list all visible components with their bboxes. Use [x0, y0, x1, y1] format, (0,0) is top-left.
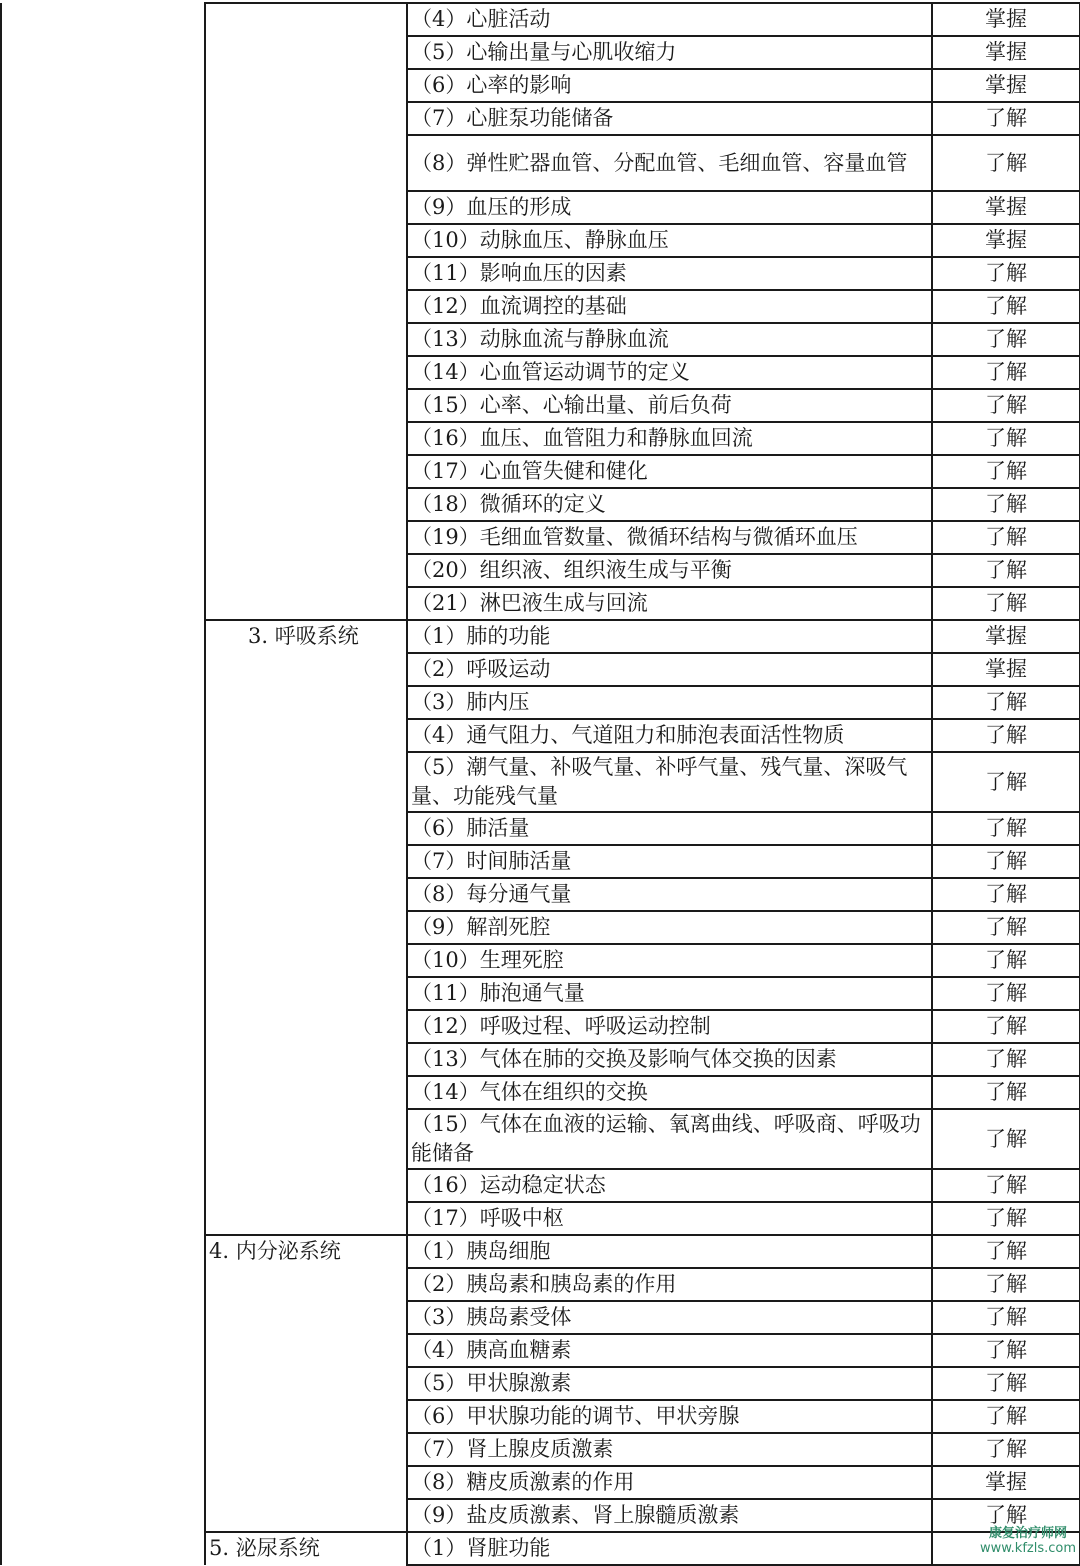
topic-cell: （8）糖皮质激素的作用	[407, 1466, 932, 1499]
topic-cell: （11）影响血压的因素	[407, 257, 932, 290]
topic-cell: （19）毛细血管数量、微循环结构与微循环血压	[407, 521, 932, 554]
requirement-level-cell: 了解	[932, 1400, 1080, 1433]
topic-cell: （16）血压、血管阻力和静脉血回流	[407, 422, 932, 455]
requirement-level-cell: 了解	[932, 1109, 1080, 1169]
topic-cell: （1）胰岛细胞	[407, 1235, 932, 1268]
left-margin-column	[1, 3, 205, 1565]
topic-cell: （14）气体在组织的交换	[407, 1076, 932, 1109]
topic-cell: （16）运动稳定状态	[407, 1169, 932, 1202]
requirement-level-cell: 了解	[932, 1010, 1080, 1043]
requirement-level-cell: 了解	[932, 135, 1080, 191]
requirement-level-cell: 了解	[932, 1235, 1080, 1268]
requirement-level-cell: 掌握	[932, 36, 1080, 69]
requirement-level-cell: 了解	[932, 812, 1080, 845]
requirement-level-cell: 了解	[932, 944, 1080, 977]
requirement-level-cell: 了解	[932, 878, 1080, 911]
watermark-name: 康复治疗师网	[988, 1526, 1067, 1541]
topic-cell: （3）肺内压	[407, 686, 932, 719]
category-cell	[205, 3, 407, 620]
topic-cell: （9）解剖死腔	[407, 911, 932, 944]
topic-cell: （9）血压的形成	[407, 191, 932, 224]
requirement-level-cell: 了解	[932, 102, 1080, 135]
topic-cell: （13）气体在肺的交换及影响气体交换的因素	[407, 1043, 932, 1076]
topic-cell: （6）甲状腺功能的调节、甲状旁腺	[407, 1400, 932, 1433]
topic-cell: （7）时间肺活量	[407, 845, 932, 878]
requirement-level-cell: 了解	[932, 1433, 1080, 1466]
requirement-level-cell: 掌握	[932, 191, 1080, 224]
topic-cell: （1）肾脏功能	[407, 1532, 932, 1565]
topic-cell: （14）心血管运动调节的定义	[407, 356, 932, 389]
site-watermark	[980, 1526, 1076, 1556]
topic-cell: （4）通气阻力、气道阻力和肺泡表面活性物质	[407, 719, 932, 752]
requirement-level-cell: 了解	[932, 554, 1080, 587]
requirement-level-cell: 了解	[932, 1076, 1080, 1109]
topic-cell: （6）肺活量	[407, 812, 932, 845]
requirement-level-cell: 了解	[932, 1043, 1080, 1076]
topic-cell: （8）每分通气量	[407, 878, 932, 911]
topic-cell: （5）甲状腺激素	[407, 1367, 932, 1400]
requirement-level-cell: 了解	[932, 1169, 1080, 1202]
category-label: 5. 泌尿系统	[209, 1536, 320, 1560]
requirement-level-cell: 了解	[932, 911, 1080, 944]
category-cell	[205, 1532, 407, 1565]
requirement-level-cell: 了解	[932, 1367, 1080, 1400]
requirement-level-cell: 了解	[932, 686, 1080, 719]
requirement-level-cell: 了解	[932, 389, 1080, 422]
topic-cell: （11）肺泡通气量	[407, 977, 932, 1010]
topic-cell: （12）呼吸过程、呼吸运动控制	[407, 1010, 932, 1043]
requirement-level-cell: 了解	[932, 356, 1080, 389]
requirement-level-cell: 了解	[932, 488, 1080, 521]
topic-cell: （2）胰岛素和胰岛素的作用	[407, 1268, 932, 1301]
requirement-level-cell: 了解	[932, 1499, 1080, 1532]
topic-cell: （1）肺的功能	[407, 620, 932, 653]
category-label: 4. 内分泌系统	[209, 1239, 341, 1263]
requirement-level-cell: 了解	[932, 290, 1080, 323]
requirement-level-cell: 了解	[932, 1301, 1080, 1334]
requirement-level-cell: 了解	[932, 422, 1080, 455]
topic-cell: （9）盐皮质激素、肾上腺髓质激素	[407, 1499, 932, 1532]
requirement-level-cell: 了解	[932, 257, 1080, 290]
topic-cell: （6）心率的影响	[407, 69, 932, 102]
requirement-level-cell: 了解	[932, 1268, 1080, 1301]
topic-cell: （5）潮气量、补吸气量、补呼气量、残气量、深吸气量、功能残气量	[407, 752, 932, 812]
requirement-level-cell: 掌握	[932, 224, 1080, 257]
topic-cell: （7）肾上腺皮质激素	[407, 1433, 932, 1466]
category-cell	[205, 620, 407, 1235]
requirement-level-cell: 了解	[932, 977, 1080, 1010]
topic-cell: （10）动脉血压、静脉血压	[407, 224, 932, 257]
requirement-level-cell: 掌握	[932, 3, 1080, 36]
topic-cell: （13）动脉血流与静脉血流	[407, 323, 932, 356]
requirement-level-cell: 了解	[932, 323, 1080, 356]
topic-cell: （20）组织液、组织液生成与平衡	[407, 554, 932, 587]
category-label: 3. 呼吸系统	[248, 624, 359, 648]
requirement-level-cell: 了解	[932, 1202, 1080, 1235]
watermark-url: www.kfzls.com	[979, 1541, 1076, 1556]
category-label	[206, 4, 406, 5]
topic-cell: （5）心输出量与心肌收缩力	[407, 36, 932, 69]
topic-cell: （7）心脏泵功能储备	[407, 102, 932, 135]
requirement-level-cell: 了解	[932, 1334, 1080, 1367]
table-row	[1, 3, 1080, 36]
topic-cell: （18）微循环的定义	[407, 488, 932, 521]
topic-cell: （4）胰高血糖素	[407, 1334, 932, 1367]
topic-cell: （17）心血管失健和健化	[407, 455, 932, 488]
topic-cell: （15）心率、心输出量、前后负荷	[407, 389, 932, 422]
requirement-level-cell: 了解	[932, 587, 1080, 620]
topic-cell: （4）心脏活动	[407, 3, 932, 36]
requirement-level-cell: 了解	[932, 845, 1080, 878]
topic-cell: （21）淋巴液生成与回流	[407, 587, 932, 620]
requirement-level-cell: 了解	[932, 752, 1080, 812]
syllabus-body	[1, 3, 1080, 1565]
requirement-level-cell: 了解	[932, 719, 1080, 752]
topic-cell: （8）弹性贮器血管、分配血管、毛细血管、容量血管	[407, 135, 932, 191]
syllabus-table	[0, 2, 1080, 1566]
topic-cell: （17）呼吸中枢	[407, 1202, 932, 1235]
requirement-level-cell: 掌握	[932, 1466, 1080, 1499]
category-cell	[205, 1235, 407, 1532]
topic-cell: （10）生理死腔	[407, 944, 932, 977]
requirement-level-cell: 了解	[932, 521, 1080, 554]
topic-cell: （3）胰岛素受体	[407, 1301, 932, 1334]
topic-cell: （12）血流调控的基础	[407, 290, 932, 323]
topic-cell: （15）气体在血液的运输、氧离曲线、呼吸商、呼吸功能储备	[407, 1109, 932, 1169]
requirement-level-cell: 掌握	[932, 69, 1080, 102]
requirement-level-cell: 了解	[932, 455, 1080, 488]
requirement-level-cell: 掌握	[932, 620, 1080, 653]
requirement-level-cell: 掌握	[932, 653, 1080, 686]
topic-cell: （2）呼吸运动	[407, 653, 932, 686]
